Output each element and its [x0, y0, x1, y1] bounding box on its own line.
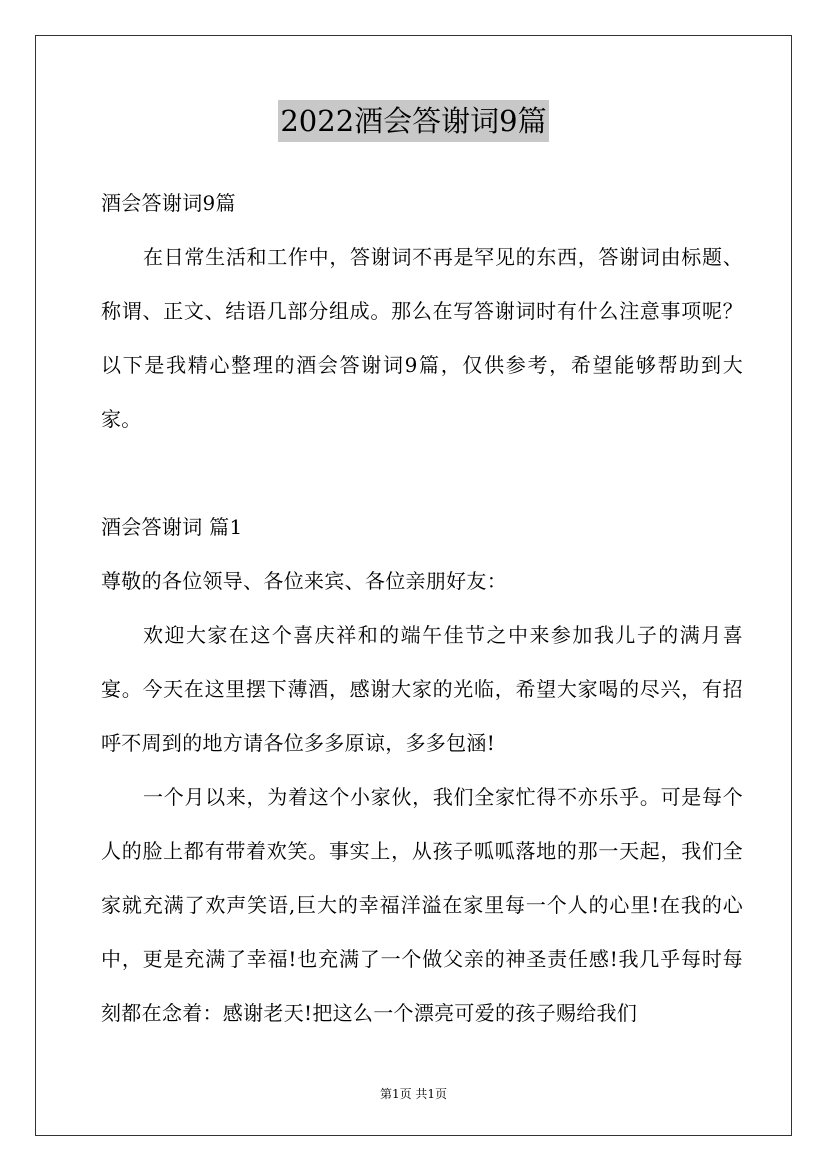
salutation: 尊敬的各位领导、各位来宾、各位亲朋好友： — [101, 569, 507, 593]
title-container — [0, 100, 827, 142]
body-paragraph-family: 一个月以来，为着这个小家伙，我们全家忙得不亦乐乎。可是每个人的脸上都有带着欢笑。事实上，从孩子呱呱落地的那一天起，我们全家就充满了欢声笑语,巨大的幸福洋溢在家里每一个人的心里!在我的心中，更是充满了幸福!也充满了一个做父亲的神圣责任感!我几乎每时每刻都在念着：感谢老天!把这么一个漂亮可爱的孩子赐给我们 — [101, 785, 743, 1025]
subtitle-line: 酒会答谢词9篇 — [101, 191, 236, 215]
section-gap — [101, 446, 743, 500]
intro-paragraph: 在日常生活和工作中，答谢词不再是罕见的东西，答谢词由标题、称谓、正文、结语几部分组成。那么在写答谢词时有什么注意事项呢？以下是我精心整理的酒会答谢词9篇，仅供参考，希望能够帮助到大家。 — [101, 245, 743, 431]
section-heading: 酒会答谢词 篇1 — [101, 515, 243, 539]
body-paragraph-welcome: 欢迎大家在这个喜庆祥和的端午佳节之中来参加我儿子的满月喜宴。今天在这里摆下薄酒，感谢大家的光临，希望大家喝的尽兴，有招呼不周到的地方请各位多多原谅，多多包涵! — [101, 623, 743, 755]
document-title: 2022酒会答谢词9篇 — [278, 100, 548, 142]
page-footer: 第1页 共1页 — [379, 1087, 448, 1101]
document-body — [101, 176, 743, 1040]
